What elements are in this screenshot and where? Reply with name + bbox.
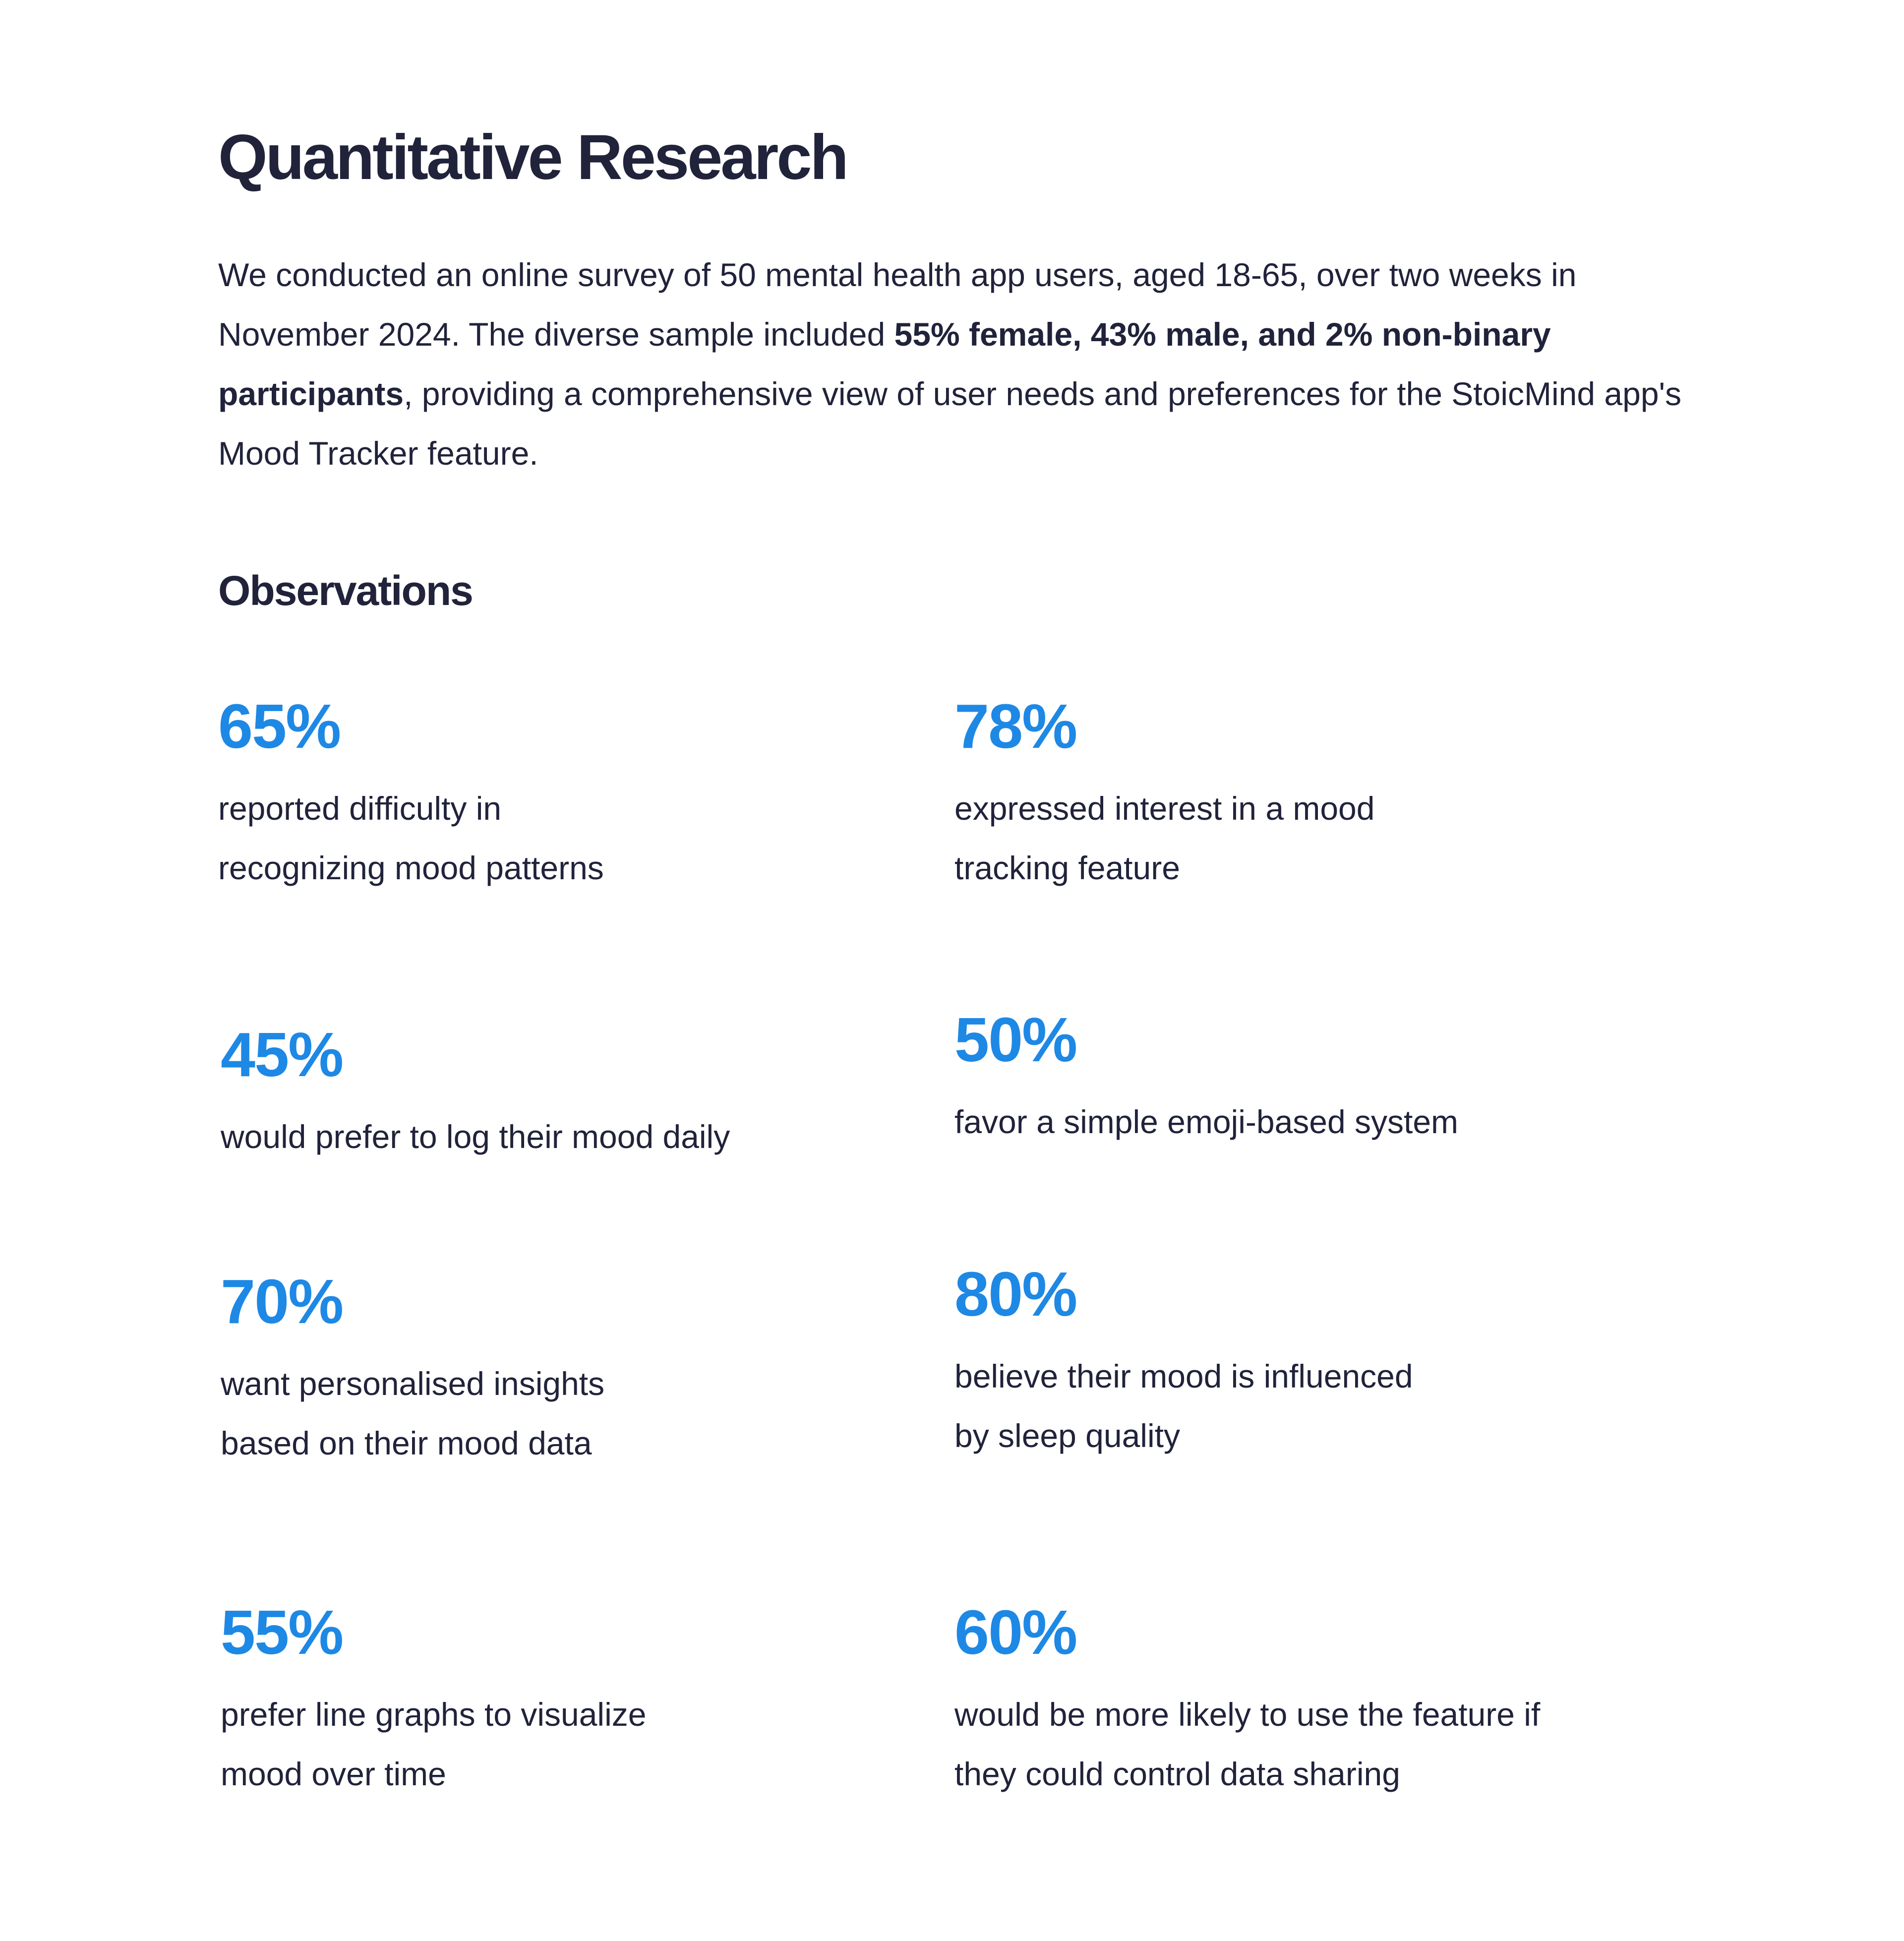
stat-value: 55% [221,1597,343,1667]
stat-emoji-system [954,1003,1649,1152]
observations-heading: Observations [218,567,473,614]
stat-value: 60% [954,1597,1077,1667]
stat-value: 78% [954,691,1077,761]
stat-personalised-insights [221,1265,915,1473]
stat-description: would be more likely to use the feature if they could control data sharing [954,1696,1541,1792]
stat-data-sharing-control [954,1595,1649,1804]
stat-description: would prefer to log their mood daily [221,1118,730,1155]
page-title: Quantitative Research [218,122,847,193]
intro-paragraph [218,245,1686,483]
stat-mood-tracking-interest [954,689,1649,898]
stat-mood-pattern-difficulty [218,689,912,898]
stat-sleep-quality [954,1257,1649,1465]
stat-value: 70% [221,1267,343,1336]
stat-description: prefer line graphs to visualize mood over time [221,1696,647,1792]
intro-demographics-highlight: 55% female, 43% male, and 2% non-binary participants [218,316,1551,412]
stat-value: 45% [221,1020,343,1090]
stat-daily-logging [221,1018,915,1166]
stat-description: want personalised insights based on their mood data [221,1365,605,1461]
intro-text-end: , providing a comprehensive view of user needs and preferences for the StoicMind app's Mood Tracker feature. [218,375,1682,472]
stat-description: expressed interest in a mood tracking feature [954,790,1375,886]
stat-description: believe their mood is influenced by sleep quality [954,1358,1413,1454]
stat-value: 80% [954,1259,1077,1329]
stat-value: 50% [954,1005,1077,1075]
stat-description: favor a simple emoji-based system [954,1103,1459,1140]
intro-text-start: We conducted an online survey of 50 mental health app users, aged 18-65, over two weeks in November 2024. The diverse sample included [218,256,1577,353]
stat-value: 65% [218,691,341,761]
stat-description: reported difficulty in recognizing mood patterns [218,790,604,886]
stat-line-graphs [221,1595,915,1804]
